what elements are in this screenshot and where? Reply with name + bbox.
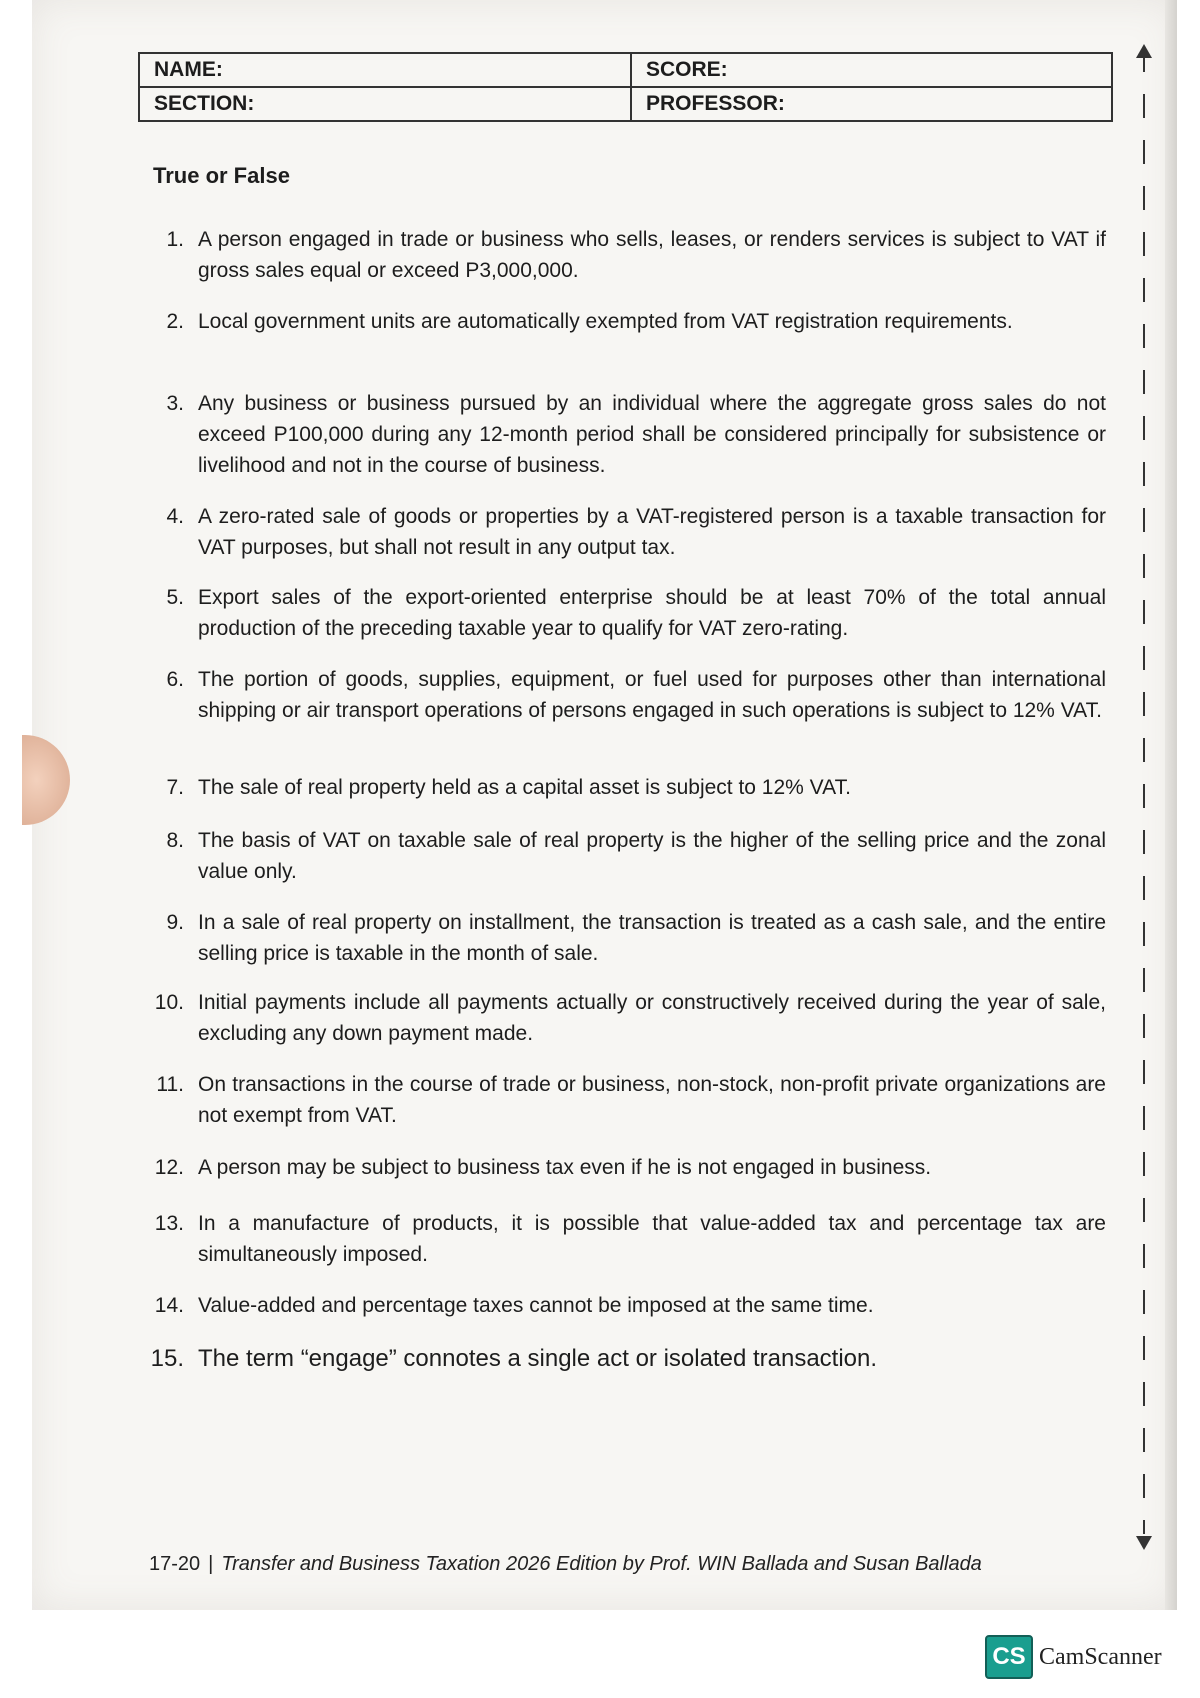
scan-margin-line [1143, 48, 1145, 1534]
question-text: A person engaged in trade or business who sells, leases, or renders services is subject to VAT if gross sales equal or exceed P3,000,000. [198, 228, 1106, 282]
question-number: 3. [166, 392, 184, 415]
question-number: 15. [150, 1345, 184, 1372]
question-text: Value-added and percentage taxes cannot be imposed at the same time. [198, 1294, 874, 1317]
camscanner-watermark [985, 1633, 1162, 1681]
question-text: In a manufacture of products, it is possible that value-added tax and percentage tax are simultaneously imposed. [198, 1212, 1106, 1266]
question-text: The basis of VAT on taxable sale of real property is the higher of the selling price and the zonal value only. [198, 829, 1106, 883]
question-number: 2. [166, 310, 184, 333]
page-number: 17-20 [149, 1553, 201, 1575]
professor-cell [631, 87, 1112, 121]
question-text: The portion of goods, supplies, equipment, or fuel used for purposes other than international shipping or air transport operations of persons engaged in such operations is subject to 12% VAT. [198, 668, 1106, 722]
question-number: 11. [156, 1073, 184, 1096]
section-title: True or False [153, 163, 290, 188]
camscanner-name: CamScanner [1039, 1643, 1162, 1670]
arrow-up-icon [1136, 44, 1152, 58]
footer-separator: | [208, 1553, 214, 1575]
professor-label: PROFESSOR: [646, 92, 785, 115]
question-text: Local government units are automatically exempted from VAT registration requirements. [198, 310, 1013, 333]
camscanner-logo-icon: CS [985, 1635, 1033, 1679]
question-text: On transactions in the course of trade or business, non-stock, non-profit private organizations are not exempt from VAT. [198, 1073, 1106, 1127]
question-text: A zero-rated sale of goods or properties by a VAT-registered person is a taxable transaction for VAT purposes, but shall not result in any output tax. [198, 505, 1106, 559]
question-number: 13. [154, 1212, 184, 1235]
question-number: 5. [166, 586, 184, 609]
question-text: Initial payments include all payments actually or constructively received during the year of sale, excluding any down payment made. [198, 991, 1106, 1045]
score-label: SCORE: [646, 58, 728, 81]
page-edge [1165, 0, 1177, 1610]
student-info-table [138, 52, 1113, 122]
page-footer [149, 1553, 982, 1576]
question-number: 12. [154, 1156, 184, 1179]
question-number: 7. [166, 776, 184, 799]
section-label: SECTION: [154, 92, 255, 115]
score-cell [631, 53, 1112, 87]
question-number: 9. [166, 911, 184, 934]
question-number: 8. [166, 829, 184, 852]
question-number: 1. [166, 228, 184, 251]
arrow-down-icon [1136, 1536, 1152, 1550]
name-cell [139, 53, 631, 87]
question-text: Any business or business pursued by an individual where the aggregate gross sales do not exceed P100,000 during any 12-month period shall be considered principally for subsistence or livelihood and not in the course of business. [198, 392, 1106, 477]
question-text: The term “engage” connotes a single act or isolated transaction. [198, 1345, 878, 1372]
question-number: 14. [154, 1294, 184, 1317]
question-text: The sale of real property held as a capital asset is subject to 12% VAT. [198, 776, 851, 799]
question-number: 4. [166, 505, 184, 528]
section-cell [139, 87, 631, 121]
question-number: 10. [154, 991, 184, 1014]
question-text: A person may be subject to business tax even if he is not engaged in business. [198, 1156, 932, 1179]
book-credit: Transfer and Business Taxation 2026 Edition by Prof. WIN Ballada and Susan Ballada [221, 1553, 982, 1575]
name-label: NAME: [154, 58, 223, 81]
question-number: 6. [166, 668, 184, 691]
question-text: Export sales of the export-oriented enterprise should be at least 70% of the total annual production of the preceding taxable year to qualify for VAT zero-rating. [198, 586, 1106, 640]
question-text: In a sale of real property on installment, the transaction is treated as a cash sale, and the entire selling price is taxable in the month of sale. [198, 911, 1106, 965]
